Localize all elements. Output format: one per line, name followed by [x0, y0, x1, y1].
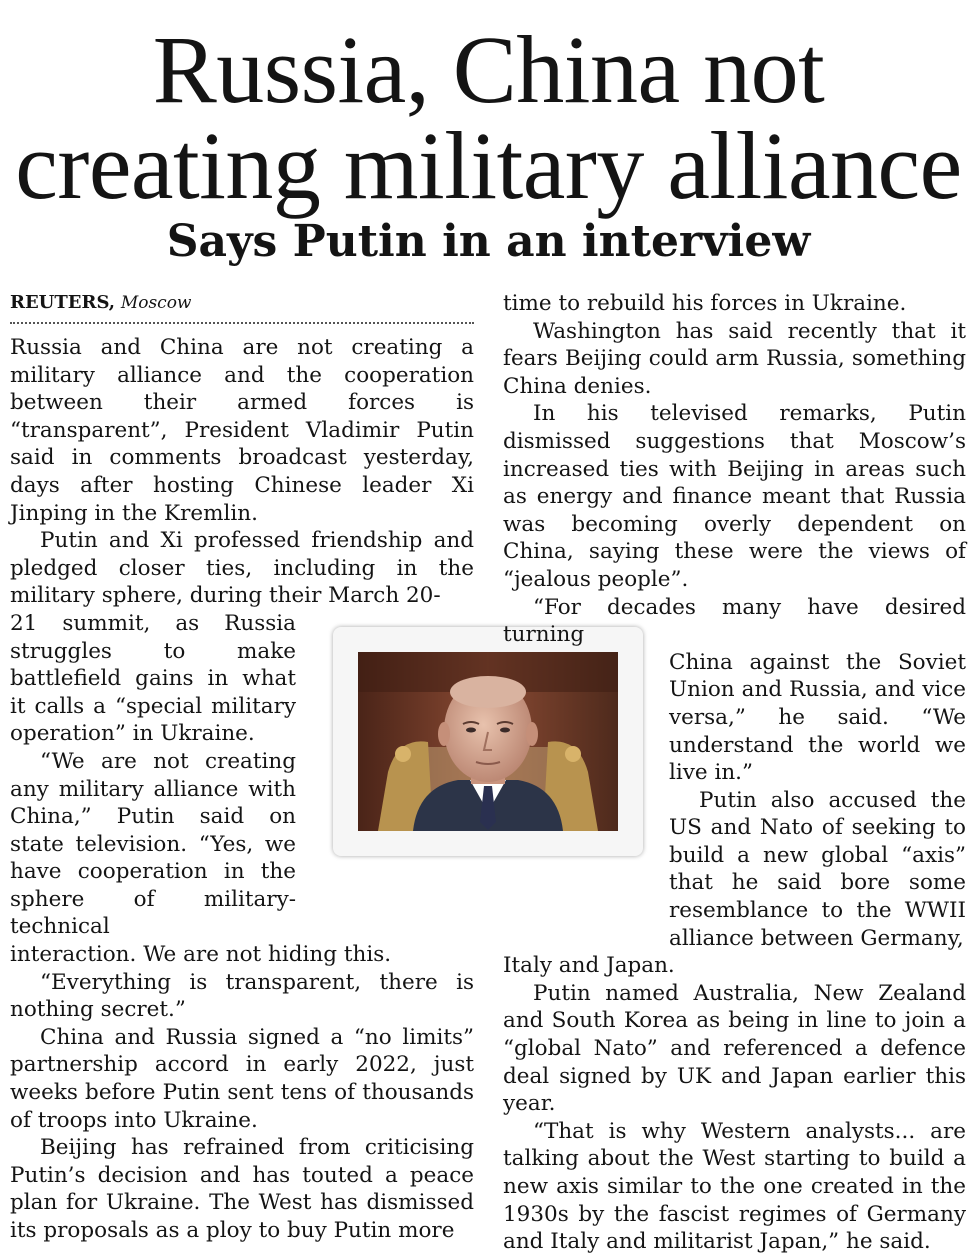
paragraph-wrapped: “We are not creating any military alliance with China,” Putin said on state television. “Yes, we have cooperation in the sphere of military-technical	[10, 748, 296, 940]
byline-divider	[10, 322, 474, 324]
byline	[10, 290, 474, 316]
byline-agency: REUTERS,	[10, 292, 116, 313]
paragraph: Putin and Xi professed friendship and pledged closer ties, including in the military sphere, during their March 20-	[10, 528, 474, 609]
paragraph: In his televised remarks, Putin dismissed suggestions that Moscow’s increased ties with Beijing in areas such as energy and finance meant that Russia was becoming overly dependent on China, saying these were the views of “jealous people”.	[503, 401, 966, 592]
paragraph-wrapped: 21 summit, as Russia struggles to make battlefield gains in what it calls a “special military operation” in Ukraine.	[10, 610, 296, 747]
paragraph: “Everything is transparent, there is nothing secret.”	[10, 969, 474, 1023]
paragraph: time to rebuild his forces in Ukraine.	[503, 291, 907, 316]
paragraph: “For decades many have desired turning	[503, 594, 966, 648]
article-column-2	[503, 290, 966, 1256]
paragraph: Beijing has refrained from criticising Putin’s decision and has touted a peace plan for Ukraine. The West has dismissed its proposals as a ploy to buy Putin more	[10, 1135, 474, 1243]
paragraph: Putin named Australia, New Zealand and South Korea as being in line to join a “global Nato” and referenced a defence deal signed by UK and Japan earlier this year.	[503, 980, 966, 1117]
paragraph-wrapped: China against the Soviet Union and Russia, and vice versa,” he said. “We understand the world we live in.”	[669, 649, 966, 786]
paragraph: China and Russia signed a “no limits” partnership accord in early 2022, just weeks before Putin sent tens of thousands of troops into Ukraine.	[10, 1024, 474, 1133]
paragraph: interaction. We are not hiding this.	[10, 942, 392, 968]
paragraph-wrapped: Putin also accused the US and Nato of seeking to build a new global “axis” that he said bore some resemblance to the WWII alliance between Germany,	[669, 787, 966, 951]
paragraph: Russia and China are not creating a military alliance and the cooperation between their armed forces is “transparent”, President Vladimir Putin said in comments broadcast yesterday, days after hosting Chinese leader Xi Jinping in the Kremlin.	[10, 335, 474, 526]
headline-line-2: creating military alliance	[15, 112, 962, 219]
paragraph: Washington has said recently that it fears Beijing could arm Russia, something China denies.	[503, 318, 966, 399]
paragraph: Italy and Japan.	[503, 953, 675, 979]
byline-city: Moscow	[120, 293, 192, 313]
paragraph: “That is why Western analysts... are talking about the West starting to build a new axis similar to the one created in the 1930s by the fascist regimes of Germany and Italy and militarist Japan,” he said.	[503, 1118, 966, 1255]
headline-line-1: Russia, China not	[152, 16, 825, 123]
subheadline: Says Putin in an interview	[166, 216, 811, 267]
